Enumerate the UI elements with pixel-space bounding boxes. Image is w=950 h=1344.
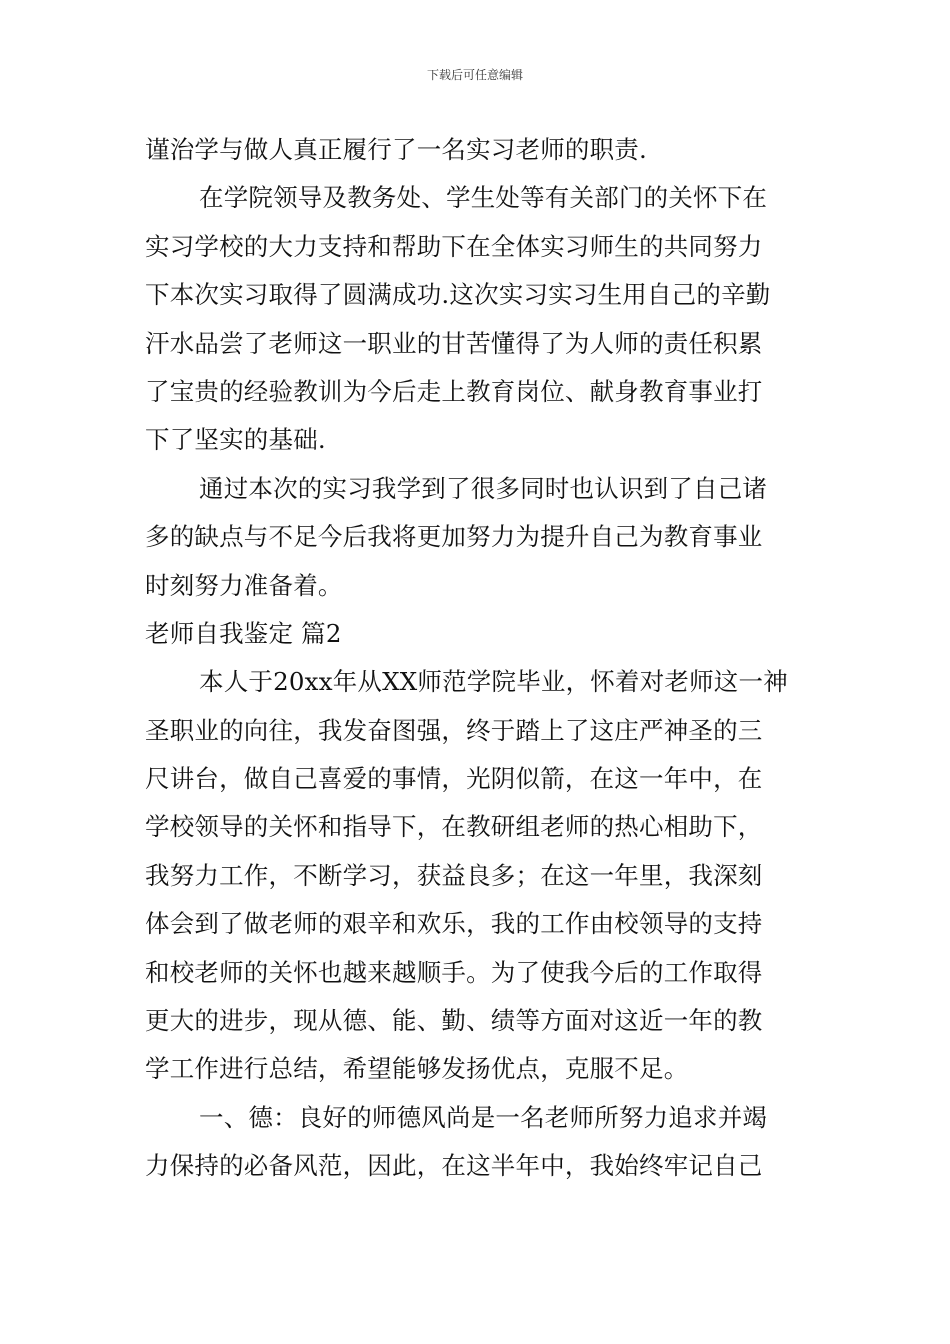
paragraph-start-line: 本人于20xx年从XX师范学院毕业，怀着对老师这一神: [199, 667, 788, 697]
text-line: 体会到了做老师的艰辛和欢乐，我的工作由校领导的支持: [145, 909, 763, 939]
text-line: 尺讲台，做自己喜爱的事情，光阴似箭，在这一年中，在: [145, 764, 763, 794]
text-line: 汗水品尝了老师这一职业的甘苦懂得了为人师的责任积累: [145, 328, 763, 358]
text-line: 多的缺点与不足今后我将更加努力为提升自己为教育事业: [145, 522, 763, 552]
paragraph-start-line: 在学院领导及教务处、学生处等有关部门的关怀下在: [199, 183, 768, 213]
text-line: 圣职业的向往，我发奋图强，终于踏上了这庄严神圣的三: [145, 715, 763, 745]
text-line: 和校老师的关怀也越来越顺手。为了使我今后的工作取得: [145, 957, 763, 987]
paragraph-start-line: 一、德：良好的师德风尚是一名老师所努力追求并竭: [199, 1102, 768, 1132]
text-line: 了宝贵的经验教训为今后走上教育岗位、献身教育事业打: [145, 376, 763, 406]
document-body: [145, 126, 807, 1191]
text-line: 我努力工作，不断学习，获益良多；在这一年里，我深刻: [145, 860, 763, 890]
paragraph-start-line: 通过本次的实习我学到了很多同时也认识到了自己诸: [199, 473, 768, 503]
text-line: 时刻努力准备着。: [145, 570, 343, 600]
text-line: 更大的进步，现从德、能、勤、绩等方面对这近一年的教: [145, 1006, 763, 1036]
text-line: 力保持的必备风范，因此，在这半年中，我始终牢记自己: [145, 1151, 763, 1181]
text-line: 学校领导的关怀和指导下，在教研组老师的热心相助下，: [145, 812, 763, 842]
text-line: 学工作进行总结，希望能够发扬优点，克服不足。: [145, 1054, 689, 1084]
text-line: 下了坚实的基础.: [145, 425, 326, 455]
text-line: 实习学校的大力支持和帮助下在全体实习师生的共同努力: [145, 231, 763, 261]
section-heading: 老师自我鉴定 篇2: [145, 618, 342, 648]
page-header-note: 下载后可任意编辑: [426, 68, 523, 82]
text-line: 谨治学与做人真正履行了一名实习老师的职责.: [145, 135, 647, 164]
text-line: 下本次实习取得了圆满成功.这次实习实习生用自己的辛勤: [145, 280, 771, 310]
